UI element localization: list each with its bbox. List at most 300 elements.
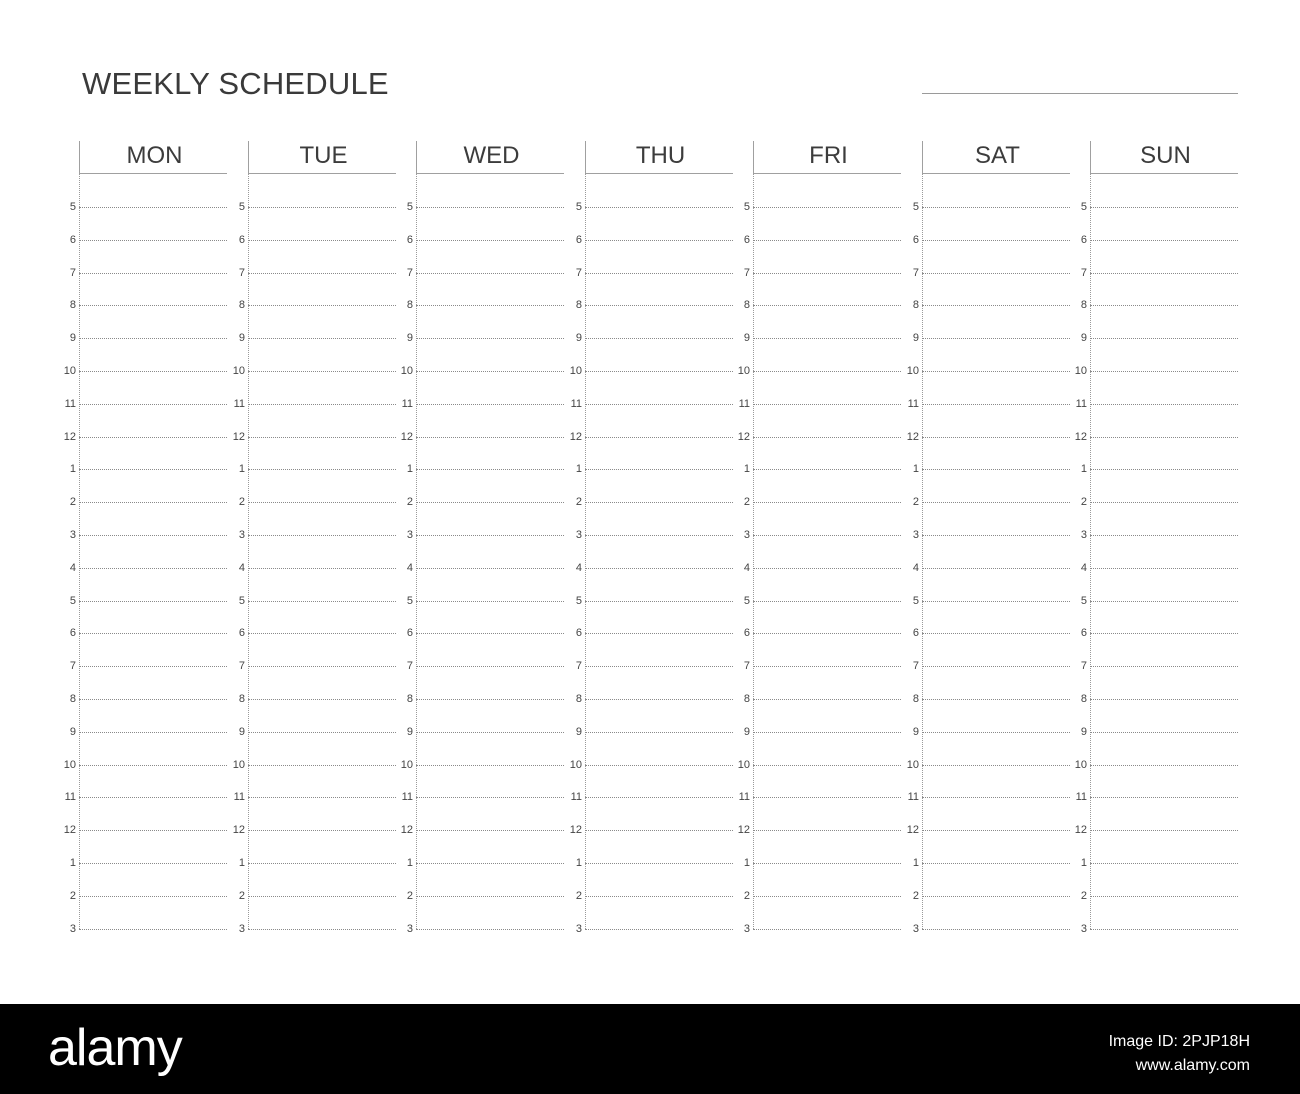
hour-write-line[interactable]: [1090, 338, 1238, 339]
hour-label: 11: [64, 398, 76, 410]
hour-write-line[interactable]: [753, 699, 901, 700]
hour-write-line[interactable]: [416, 305, 564, 306]
hour-write-line[interactable]: [585, 240, 733, 241]
hour-label: 11: [738, 398, 750, 410]
hour-label: 6: [406, 234, 413, 246]
hour-write-line[interactable]: [79, 502, 227, 503]
hour-label: 6: [1080, 234, 1087, 246]
hour-write-line[interactable]: [79, 896, 227, 897]
hour-label: 2: [743, 496, 750, 508]
hour-label: 4: [912, 562, 919, 574]
hour-write-line[interactable]: [753, 305, 901, 306]
hour-label: 5: [406, 201, 413, 213]
hour-label: 5: [1080, 201, 1087, 213]
hour-write-line[interactable]: [585, 207, 733, 208]
hour-write-line[interactable]: [248, 666, 396, 667]
hour-label: 2: [406, 496, 413, 508]
hour-write-line[interactable]: [922, 896, 1070, 897]
day-header: [753, 141, 901, 174]
hour-write-line[interactable]: [1090, 404, 1238, 405]
hour-write-line[interactable]: [79, 404, 227, 405]
hour-write-line[interactable]: [1090, 568, 1238, 569]
hour-write-line[interactable]: [922, 863, 1070, 864]
hour-label: 3: [575, 923, 582, 935]
hour-write-line[interactable]: [922, 568, 1070, 569]
hour-label: 7: [743, 660, 750, 672]
hour-label: 9: [238, 332, 245, 344]
image-info: [1109, 1030, 1250, 1078]
hour-write-line[interactable]: [79, 797, 227, 798]
hour-label: 3: [912, 529, 919, 541]
hour-write-line[interactable]: [416, 896, 564, 897]
hour-label: 5: [238, 595, 245, 607]
hour-write-line[interactable]: [585, 404, 733, 405]
hour-label: 7: [912, 267, 919, 279]
day-header: [585, 141, 733, 174]
hour-label: 11: [1075, 791, 1087, 803]
hour-write-line[interactable]: [416, 699, 564, 700]
hour-label: 5: [1080, 595, 1087, 607]
hour-write-line[interactable]: [1090, 437, 1238, 438]
hour-label: 5: [743, 595, 750, 607]
hour-write-line[interactable]: [416, 469, 564, 470]
hour-label: 8: [69, 299, 76, 311]
hour-write-line[interactable]: [585, 568, 733, 569]
hour-label: 12: [906, 824, 919, 836]
hour-write-line[interactable]: [1090, 699, 1238, 700]
hour-write-line[interactable]: [416, 929, 564, 930]
hour-write-line[interactable]: [416, 338, 564, 339]
hour-label: 5: [575, 595, 582, 607]
hour-label: 1: [406, 463, 413, 475]
day-label: SAT: [975, 142, 1020, 169]
hour-write-line[interactable]: [79, 929, 227, 930]
hour-write-line[interactable]: [79, 830, 227, 831]
hour-write-line[interactable]: [1090, 896, 1238, 897]
hour-label: 11: [401, 398, 413, 410]
hour-label: 1: [575, 463, 582, 475]
hour-label: 11: [907, 398, 919, 410]
hour-label: 8: [406, 299, 413, 311]
name-write-line: [922, 93, 1238, 94]
hour-label: 6: [743, 627, 750, 639]
hour-write-line[interactable]: [1090, 765, 1238, 766]
hour-write-line[interactable]: [585, 863, 733, 864]
hour-write-line[interactable]: [416, 765, 564, 766]
hour-write-line[interactable]: [79, 633, 227, 634]
hour-label: 1: [238, 463, 245, 475]
hour-label: 6: [238, 627, 245, 639]
hour-write-line[interactable]: [753, 732, 901, 733]
hour-write-line[interactable]: [753, 896, 901, 897]
hour-label: 9: [1080, 332, 1087, 344]
hour-write-line[interactable]: [922, 535, 1070, 536]
hour-write-line[interactable]: [1090, 207, 1238, 208]
hour-write-line[interactable]: [753, 437, 901, 438]
hour-label: 8: [575, 693, 582, 705]
hour-write-line[interactable]: [585, 469, 733, 470]
hour-label: 6: [575, 234, 582, 246]
hour-write-line[interactable]: [753, 338, 901, 339]
hour-write-line[interactable]: [248, 863, 396, 864]
day-label: WED: [463, 142, 520, 169]
hour-write-line[interactable]: [922, 305, 1070, 306]
hour-label: 3: [69, 923, 76, 935]
hour-write-line[interactable]: [416, 535, 564, 536]
hour-write-line[interactable]: [248, 601, 396, 602]
hour-label: 9: [912, 726, 919, 738]
hour-write-line[interactable]: [248, 568, 396, 569]
hour-write-line[interactable]: [248, 371, 396, 372]
hour-write-line[interactable]: [248, 207, 396, 208]
hour-write-line[interactable]: [1090, 732, 1238, 733]
hour-write-line[interactable]: [585, 502, 733, 503]
hour-write-line[interactable]: [1090, 273, 1238, 274]
hour-label: 1: [69, 463, 76, 475]
hour-label: 9: [238, 726, 245, 738]
hour-write-line[interactable]: [416, 830, 564, 831]
hour-write-line[interactable]: [922, 765, 1070, 766]
hour-label: 2: [238, 496, 245, 508]
hour-label: 7: [1080, 267, 1087, 279]
hour-label: 1: [69, 857, 76, 869]
hour-write-line[interactable]: [585, 797, 733, 798]
hour-write-line[interactable]: [753, 601, 901, 602]
day-column-sat: [906, 141, 1070, 936]
hour-label: 5: [912, 595, 919, 607]
hour-write-line[interactable]: [416, 437, 564, 438]
hour-label: 2: [238, 890, 245, 902]
hour-write-line[interactable]: [1090, 797, 1238, 798]
watermark-footer: [0, 1004, 1300, 1094]
hour-label: 1: [575, 857, 582, 869]
hour-write-line[interactable]: [416, 666, 564, 667]
hour-write-line[interactable]: [922, 273, 1070, 274]
hour-label: 2: [1080, 890, 1087, 902]
hour-write-line[interactable]: [79, 732, 227, 733]
day-divider-line: [922, 174, 923, 929]
hour-label: 10: [906, 365, 919, 377]
hour-write-line[interactable]: [79, 338, 227, 339]
hour-label: 9: [1080, 726, 1087, 738]
hour-write-line[interactable]: [922, 338, 1070, 339]
hour-label: 6: [406, 627, 413, 639]
hour-write-line[interactable]: [1090, 830, 1238, 831]
hour-write-line[interactable]: [416, 502, 564, 503]
hour-label: 2: [406, 890, 413, 902]
hour-label: 1: [912, 857, 919, 869]
hour-write-line[interactable]: [753, 797, 901, 798]
hour-label: 3: [406, 923, 413, 935]
hour-label: 12: [569, 431, 582, 443]
hour-write-line[interactable]: [1090, 863, 1238, 864]
hour-write-line[interactable]: [416, 568, 564, 569]
hour-write-line[interactable]: [753, 535, 901, 536]
hour-label: 8: [69, 693, 76, 705]
day-header: [922, 141, 1070, 174]
hour-write-line[interactable]: [922, 469, 1070, 470]
hour-write-line[interactable]: [753, 929, 901, 930]
hour-label: 10: [737, 759, 750, 771]
hour-label: 6: [912, 627, 919, 639]
hour-write-line[interactable]: [416, 371, 564, 372]
hour-write-line[interactable]: [248, 732, 396, 733]
hour-write-line[interactable]: [922, 633, 1070, 634]
hour-write-line[interactable]: [248, 273, 396, 274]
hour-write-line[interactable]: [79, 240, 227, 241]
hour-write-line[interactable]: [922, 404, 1070, 405]
hour-label: 10: [232, 759, 245, 771]
hour-write-line[interactable]: [248, 338, 396, 339]
hour-write-line[interactable]: [585, 732, 733, 733]
hour-label: 2: [743, 890, 750, 902]
hour-label: 10: [1074, 759, 1087, 771]
hour-write-line[interactable]: [753, 273, 901, 274]
hour-label: 7: [912, 660, 919, 672]
hour-label: 3: [743, 529, 750, 541]
alamy-logo: alamy: [48, 1019, 182, 1077]
hour-label: 5: [743, 201, 750, 213]
hour-write-line[interactable]: [79, 535, 227, 536]
hour-label: 7: [69, 267, 76, 279]
day-label: TUE: [299, 142, 348, 169]
day-column-tue: [232, 141, 396, 936]
hour-label: 4: [69, 562, 76, 574]
day-column-wed: [400, 141, 564, 936]
hour-write-line[interactable]: [922, 502, 1070, 503]
day-divider-line: [248, 174, 249, 929]
hour-write-line[interactable]: [753, 666, 901, 667]
hour-label: 6: [575, 627, 582, 639]
hour-write-line[interactable]: [922, 732, 1070, 733]
hour-label: 1: [743, 463, 750, 475]
hour-label: 12: [569, 824, 582, 836]
hour-label: 6: [743, 234, 750, 246]
hour-write-line[interactable]: [753, 371, 901, 372]
hour-write-line[interactable]: [79, 699, 227, 700]
hour-write-line[interactable]: [585, 929, 733, 930]
day-header: [1090, 141, 1238, 174]
hour-label: 1: [1080, 463, 1087, 475]
hour-write-line[interactable]: [585, 896, 733, 897]
hour-label: 3: [406, 529, 413, 541]
hour-write-line[interactable]: [585, 338, 733, 339]
hour-write-line[interactable]: [753, 207, 901, 208]
hour-label: 10: [400, 759, 413, 771]
hour-label: 8: [406, 693, 413, 705]
hour-write-line[interactable]: [79, 666, 227, 667]
hour-write-line[interactable]: [248, 797, 396, 798]
hour-write-line[interactable]: [1090, 305, 1238, 306]
hour-write-line[interactable]: [1090, 633, 1238, 634]
hour-label: 9: [575, 726, 582, 738]
hour-write-line[interactable]: [922, 699, 1070, 700]
hour-label: 2: [912, 890, 919, 902]
hour-write-line[interactable]: [248, 929, 396, 930]
hour-label: 11: [233, 398, 245, 410]
hour-write-line[interactable]: [248, 469, 396, 470]
hour-write-line[interactable]: [248, 437, 396, 438]
hour-write-line[interactable]: [1090, 601, 1238, 602]
hour-write-line[interactable]: [1090, 240, 1238, 241]
site-url-text: www.alamy.com: [1135, 1057, 1250, 1074]
hour-write-line[interactable]: [416, 732, 564, 733]
hour-write-line[interactable]: [416, 863, 564, 864]
hour-write-line[interactable]: [585, 601, 733, 602]
day-divider-line: [753, 174, 754, 929]
day-divider-line: [585, 174, 586, 929]
hour-write-line[interactable]: [1090, 469, 1238, 470]
hour-write-line[interactable]: [79, 207, 227, 208]
hour-write-line[interactable]: [1090, 502, 1238, 503]
hour-write-line[interactable]: [585, 535, 733, 536]
hour-write-line[interactable]: [248, 633, 396, 634]
hour-label: 11: [570, 791, 582, 803]
hour-label: 12: [400, 431, 413, 443]
hour-write-line[interactable]: [79, 371, 227, 372]
hour-label: 3: [575, 529, 582, 541]
hour-label: 10: [906, 759, 919, 771]
hour-write-line[interactable]: [1090, 666, 1238, 667]
hour-label: 1: [912, 463, 919, 475]
hour-write-line[interactable]: [248, 535, 396, 536]
hour-label: 12: [1074, 824, 1087, 836]
hour-write-line[interactable]: [79, 437, 227, 438]
page-title: WEEKLY SCHEDULE: [82, 66, 389, 101]
hour-write-line[interactable]: [753, 568, 901, 569]
hour-write-line[interactable]: [585, 371, 733, 372]
hour-label: 12: [63, 431, 76, 443]
hour-label: 2: [575, 890, 582, 902]
hour-write-line[interactable]: [416, 633, 564, 634]
hour-label: 7: [238, 267, 245, 279]
hour-label: 4: [406, 562, 413, 574]
hour-write-line[interactable]: [753, 765, 901, 766]
hour-label: 7: [406, 660, 413, 672]
hour-write-line[interactable]: [248, 305, 396, 306]
hour-write-line[interactable]: [248, 830, 396, 831]
hour-write-line[interactable]: [922, 437, 1070, 438]
hour-write-line[interactable]: [753, 633, 901, 634]
hour-write-line[interactable]: [79, 863, 227, 864]
hour-write-line[interactable]: [753, 830, 901, 831]
hour-label: 7: [575, 267, 582, 279]
hour-label: 12: [906, 431, 919, 443]
hour-write-line[interactable]: [248, 240, 396, 241]
day-header: [79, 141, 227, 174]
hour-label: 5: [69, 201, 76, 213]
hour-write-line[interactable]: [79, 601, 227, 602]
hour-write-line[interactable]: [753, 240, 901, 241]
hour-write-line[interactable]: [922, 797, 1070, 798]
hour-label: 3: [1080, 529, 1087, 541]
hour-write-line[interactable]: [585, 437, 733, 438]
hour-label: 5: [406, 595, 413, 607]
hour-label: 1: [406, 857, 413, 869]
hour-write-line[interactable]: [753, 863, 901, 864]
hour-write-line[interactable]: [585, 305, 733, 306]
hour-write-line[interactable]: [248, 765, 396, 766]
hour-label: 9: [743, 726, 750, 738]
hour-label: 3: [743, 923, 750, 935]
hour-write-line[interactable]: [585, 273, 733, 274]
hour-write-line[interactable]: [1090, 535, 1238, 536]
hour-label: 12: [1074, 431, 1087, 443]
hour-write-line[interactable]: [922, 601, 1070, 602]
hour-label: 1: [238, 857, 245, 869]
hour-label: 11: [233, 791, 245, 803]
hour-write-line[interactable]: [585, 666, 733, 667]
hour-write-line[interactable]: [416, 240, 564, 241]
hour-write-line[interactable]: [922, 929, 1070, 930]
image-id-text: Image ID: 2PJP18H: [1108, 1033, 1250, 1050]
hour-write-line[interactable]: [79, 469, 227, 470]
hour-label: 3: [238, 923, 245, 935]
hour-write-line[interactable]: [79, 765, 227, 766]
hour-write-line[interactable]: [753, 404, 901, 405]
day-header: [416, 141, 564, 174]
hour-write-line[interactable]: [416, 404, 564, 405]
hour-write-line[interactable]: [416, 797, 564, 798]
hour-write-line[interactable]: [585, 699, 733, 700]
hour-label: 9: [69, 726, 76, 738]
hour-label: 6: [69, 234, 76, 246]
hour-write-line[interactable]: [585, 633, 733, 634]
hour-write-line[interactable]: [922, 240, 1070, 241]
hour-label: 4: [743, 562, 750, 574]
hour-write-line[interactable]: [248, 896, 396, 897]
hour-write-line[interactable]: [922, 207, 1070, 208]
hour-label: 4: [1080, 562, 1087, 574]
day-header: [248, 141, 396, 174]
hour-label: 7: [69, 660, 76, 672]
hour-label: 2: [69, 890, 76, 902]
hour-label: 5: [575, 201, 582, 213]
hour-label: 10: [737, 365, 750, 377]
day-label: SUN: [1140, 142, 1191, 169]
hour-label: 8: [1080, 299, 1087, 311]
hour-write-line[interactable]: [79, 568, 227, 569]
hour-label: 9: [406, 332, 413, 344]
hour-write-line[interactable]: [416, 601, 564, 602]
hour-write-line[interactable]: [585, 830, 733, 831]
hour-label: 2: [575, 496, 582, 508]
hour-label: 1: [1080, 857, 1087, 869]
hour-write-line[interactable]: [248, 699, 396, 700]
hour-label: 9: [406, 726, 413, 738]
hour-write-line[interactable]: [1090, 929, 1238, 930]
hour-write-line[interactable]: [79, 273, 227, 274]
hour-write-line[interactable]: [753, 469, 901, 470]
hour-write-line[interactable]: [79, 305, 227, 306]
hour-label: 6: [69, 627, 76, 639]
hour-write-line[interactable]: [416, 273, 564, 274]
hour-label: 8: [743, 693, 750, 705]
hour-label: 6: [912, 234, 919, 246]
hour-write-line[interactable]: [753, 502, 901, 503]
hour-write-line[interactable]: [416, 207, 564, 208]
hour-write-line[interactable]: [922, 666, 1070, 667]
hour-label: 3: [912, 923, 919, 935]
hour-write-line[interactable]: [585, 765, 733, 766]
hour-write-line[interactable]: [922, 830, 1070, 831]
day-column-sun: [1074, 141, 1238, 936]
hour-label: 5: [238, 201, 245, 213]
hour-write-line[interactable]: [248, 502, 396, 503]
hour-write-line[interactable]: [248, 404, 396, 405]
hour-write-line[interactable]: [922, 371, 1070, 372]
hour-write-line[interactable]: [1090, 371, 1238, 372]
